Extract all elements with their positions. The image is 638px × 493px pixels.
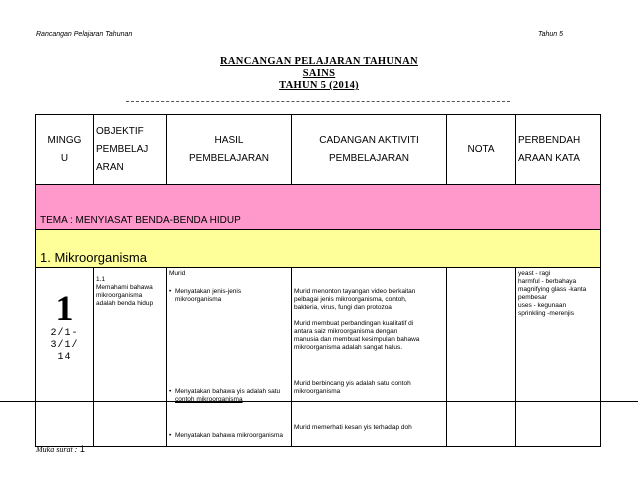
header-perbendaharaan: PERBENDAH ARAAN KATA: [516, 115, 601, 185]
header-hasil: HASIL PEMBELAJARAN: [167, 115, 292, 185]
document-title: [0, 56, 638, 92]
title-line-3: TAHUN 5 (2014): [279, 80, 359, 91]
unit-label: 1. Mikroorganisma: [36, 230, 601, 268]
header-objektif: OBJEKTIF PEMBELAJ ARAN: [94, 115, 167, 185]
header-doc-title: Rancangan Pelajaran Tahunan: [36, 31, 133, 38]
unit-row: [36, 230, 601, 268]
vocab-item: uses - kegunaan: [518, 302, 567, 309]
title-line-2: SAINS: [302, 68, 336, 79]
cadangan-cell: [292, 268, 447, 447]
vocab-item: magnifying glass -kanta: [518, 286, 587, 293]
page-number: 1: [79, 444, 85, 454]
hasil-murid: Murid: [169, 270, 186, 277]
page-label: Muka surat :: [36, 445, 78, 454]
week-dates: 2/1- 3/1/ 14: [50, 328, 79, 363]
vocab-item: pembesar: [518, 294, 547, 301]
cadangan-activity: Murid berbincang yis adalah satu contoh mikroorganisma: [294, 380, 411, 395]
title-divider: [126, 101, 510, 102]
tema-row: [36, 185, 601, 230]
vocab-item: yeast - ragi: [518, 270, 551, 277]
plan-table: [35, 114, 601, 447]
cadangan-activity: Murid menonton tayangan video berkaitan pelbagai jenis mikroorganisma, contoh, bakteria, virus, fungi dan protozoa: [294, 288, 416, 311]
hasil-cell: [167, 268, 292, 447]
page-footer: [36, 444, 85, 454]
horizontal-rule: [0, 401, 638, 402]
header-year: Tahun 5: [537, 31, 563, 38]
week-number: 1: [55, 288, 74, 328]
title-line-1: RANCANGAN PELAJARAN TAHUNAN: [220, 56, 418, 67]
hasil-item: • Menyatakan bahawa mikroorganisma: [169, 432, 289, 440]
week-cell: [36, 268, 94, 447]
cadangan-activity: Murid membuat perbandingan kualitatif di antara saiz mikroorganisma dengan manusia dan membuat kesimpulan bahawa mikroorganisma adalah sangat halus.: [294, 320, 420, 351]
objektif-cell: 1.1 Memahami bahawa mikroorganisma adalah benda hidup: [94, 268, 167, 447]
header-minggu: MINGG U: [36, 115, 94, 185]
vocab-item: harmful - berbahaya: [518, 278, 577, 285]
tema-label: TEMA : MENYIASAT BENDA-BENDA HIDUP: [36, 185, 601, 230]
table-row: [36, 268, 601, 447]
hasil-item: • Menyatakan bahawa yis adalah satu contoh mikroorganisma: [169, 388, 289, 404]
nota-cell: [447, 268, 516, 447]
table-header-row: [36, 115, 601, 185]
header-nota: NOTA: [447, 115, 516, 185]
cadangan-activity: Murid memerhati kesan yis terhadap doh: [294, 424, 412, 431]
perbendaharaan-cell: [516, 268, 601, 447]
header-cadangan: CADANGAN AKTIVITI PEMBELAJARAN: [292, 115, 447, 185]
vocab-item: sprinkling -merenjis: [518, 310, 574, 317]
hasil-item: • Menyatakan jenis-jenis mikroorganisma: [169, 288, 289, 304]
